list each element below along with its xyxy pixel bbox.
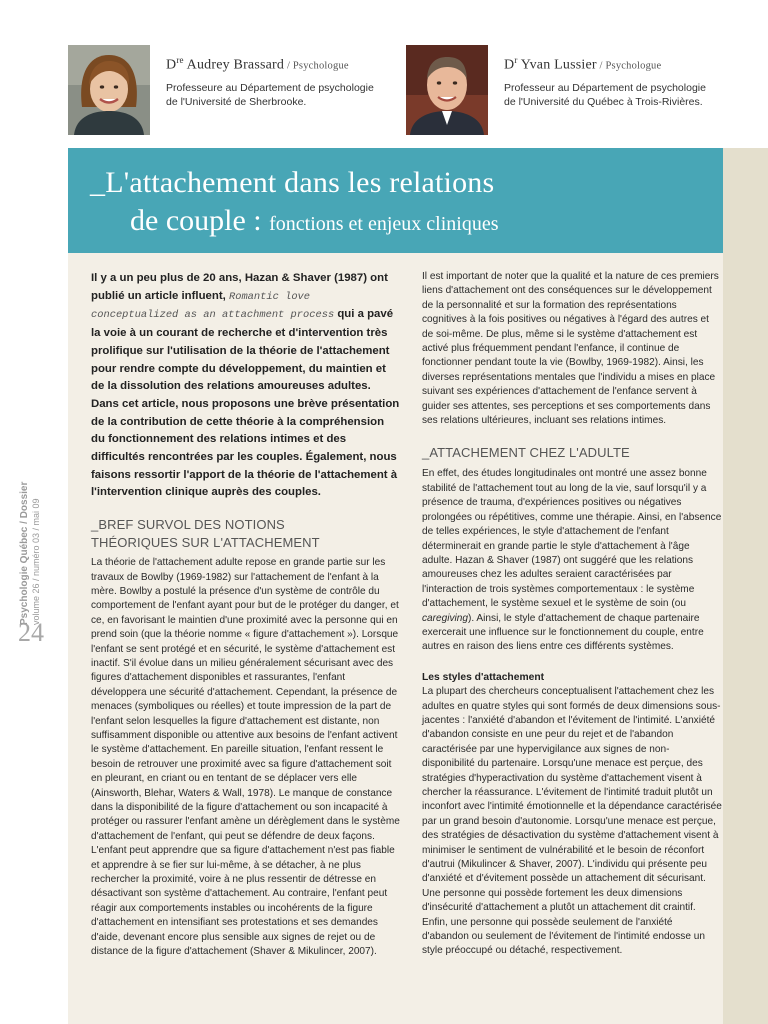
article-reference-title: Romantic love conceptualized as an attachment process xyxy=(91,290,335,322)
author-photo-brassard xyxy=(68,45,150,135)
article-title-line2: de couple : fonctions et enjeux cliniques xyxy=(130,204,499,237)
author-affiliation: Professeure au Département de psychologie de l'Université de Sherbrooke. xyxy=(166,81,374,108)
author-name: $D^r$ Yvan Lussier / Psychologue xyxy=(504,55,662,73)
text-column-right xyxy=(422,270,722,959)
author-block-lussier xyxy=(406,45,706,135)
body-paragraph: En effet, des études longitudinales ont montré une assez bonne stabilité de l'attachement tout au long de la vie, sauf lorsqu'il y a présence de trauma, d'expériences positives ou négatives prolongées ou répétitives, comme une thérapie. Ainsi, en l'absence de telles expériences, le style d'attachement de l'enfant déterminerait en grande partie le style d'attachement à l'âge adulte. Hazan & Shaver (1987) ont suggéré que les relations amoureuses chez les adultes seraient caractérisées par l'interaction de trois systèmes comportementaux : le système d'attachement, le système sexuel et le système de soin (ou caregiving). Ainsi, le style d'attachement de chaque partenaire exercerait une influence sur le fonctionnement du couple, entre autres en raison des liens entre ces différents systèmes. xyxy=(422,468,722,653)
publication-name: Psychologie Québec / Dossier xyxy=(19,481,30,625)
right-margin-strip xyxy=(723,148,768,1024)
author-block-brassard xyxy=(68,45,374,135)
author-photo-lussier xyxy=(406,45,488,135)
section-heading-bref-survol: _BREF SURVOL DES NOTIONS THÉORIQUES SUR L'ATTACHEMENT xyxy=(91,517,320,551)
author-affiliation: Professeur au Département de psychologie de l'Université du Québec à Trois-Rivières. xyxy=(504,81,706,108)
article-title-line1: _L'attachement dans les relations xyxy=(90,166,495,199)
lead-paragraph: Il y a un peu plus de 20 ans, Hazan & Shaver (1987) ont publié un article influent, Romantic love conceptualized as an attachment process qui a pavé la voie à un courant de recherche et d'intervention très prolifique sur l'utilisation de la théorie de l'attachement pour rendre compte du développement, du maintien et de la dissolution des relations amoureuses adultes. Dans cet article, nous proposons une brève présentation de la contribution de cette théorie à la compréhension du fonctionnement des relations intimes et des difficultés rencontrées par les couples. Également, nous faisons ressortir l'apport de la théorie de l'attachement à l'intervention clinique auprès des couples. xyxy=(91,272,400,499)
article-title-band xyxy=(68,148,723,253)
author-name: Dre Audrey Brassard / Psychologue xyxy=(166,55,349,73)
text-column-left xyxy=(91,270,401,960)
article-subtitle: fonctions et enjeux cliniques xyxy=(269,213,499,235)
author-role: / Psychologue xyxy=(284,60,349,72)
author-role: / Psychologue xyxy=(596,60,662,72)
body-paragraph: La plupart des chercheurs conceptualisent l'attachement chez les adultes en quatre styles qui sont formés de deux dimensions sous-jacentes : l'anxiété d'abandon et l'évitement de l'intimité. L'anxiété d'abandon consiste en une peur du rejet et de l'abandon caractérisée par une hypervigilance aux signes de non-disponibilité du partenaire. Lorsqu'une menace est perçue, des stratégies d'hyperactivation du système d'attachement visent à chercher la réassurance. L'évitement de l'intimité traduit plutôt un inconfort avec l'intimité émotionnelle et la dépendance caractérisée par un grand besoin d'autonomie. Lorsqu'une menace est perçue, des stratégies de désactivation du système d'attachement visent à minimiser le sentiment de vulnérabilité et le besoin de réconfort d'autrui (Mikulincer & Shaver, 2007). L'individu qui présente peu d'anxiété et d'évitement possède un attachement dit sécurisant. Une personne qui possède fortement les deux dimensions d'insécurité d'attachement a plutôt un attachement dit craintif. Enfin, une personne qui possède seulement de l'anxiété d'abandon ou seulement de l'évitement de l'intimité endosse un style préoccupé ou détaché, respectivement. xyxy=(422,686,722,957)
subheading-styles-attachement: Les styles d'attachement xyxy=(422,671,545,683)
page-number: 24 xyxy=(18,618,44,647)
body-paragraph: Il est important de noter que la qualité et la nature de ces premiers liens d'attachement ont des conséquences sur le développement de la personnalité et sur la formation des représentations cognitives à la fois positives ou négatives à l'égard des autres et de soi-même. De plus, même si le système d'attachement est activé plus fréquemment pendant l'enfance, il continue de fonctionner pendant toute la vie (Bowlby, 1969-1982). Ainsi, les diverses représentations mentales que l'individu a mises en place suivant ses expériences d'attachement de l'enfance servent à guider ses attentes, ses perceptions et ses comportements dans ses relations ultérieures, incluant ses relations intimes. xyxy=(422,271,719,427)
running-header-vertical xyxy=(20,455,40,625)
section-heading-attachement-adulte: _ATTACHEMENT CHEZ L'ADULTE xyxy=(422,445,630,461)
issue-info: volume 26 / numéro 03 / mai 09 xyxy=(31,498,41,625)
body-paragraph: La théorie de l'attachement adulte repose en grande partie sur les travaux de Bowlby (1969-1982) sur l'attachement de l'enfant à la mère. Bowlby a postulé la présence d'un système de contrôle du comportement de l'enfant ayant pour but de le protéger du danger, et ce, en favorisant le maintien d'une proximité avec la personne qui en prend soin (que la théorie nomme « figure d'attachement »). Lorsque l'enfant se sent protégé et en sécurité, le système d'attachement est inactif. S'il évolue dans un milieu généralement sécurisant avec des figures d'attachement disponibles et rassurantes, l'enfant développera une sécurité d'attachement. Cependant, la présence de menaces (symboliques ou réelles) et toute impression de la part de l'enfant selon lesquelles la figure d'attachement est distante, non suffisamment disponible ou attentive aux besoins de l'enfant activent le système d'attachement. En pareille situation, l'enfant ressent le besoin de retrouver une proximité avec sa figure d'attachement soit en pleurant, en criant ou en tentant de se déplacer vers elle (Ainsworth, Blehar, Waters & Wall, 1978). Le manque de constance dans la disponibilité de la figure d'attachement ou son incapacité à protéger ou rassurer l'enfant amène un dérèglement dans le système d'attachement de l'enfant, qui peut se défendre de deux façons. L'enfant peut apprendre que sa figure d'attachement n'est pas fiable et apprendre à se fier sur lui-même, à se détacher, à ne plus rechercher la proximité, voire à ne plus ressentir de détresse en désactivant son système d'attachement. Au contraire, l'enfant peut réagir aux comportements instables ou incohérents de la figure d'attachement en intensifiant ses protestations et ses demandes d'aide, devenant encore plus sensible aux signes de rejet ou de distance de la figure d'attachement (Shaver & Mikulincer, 2007). xyxy=(91,557,400,958)
